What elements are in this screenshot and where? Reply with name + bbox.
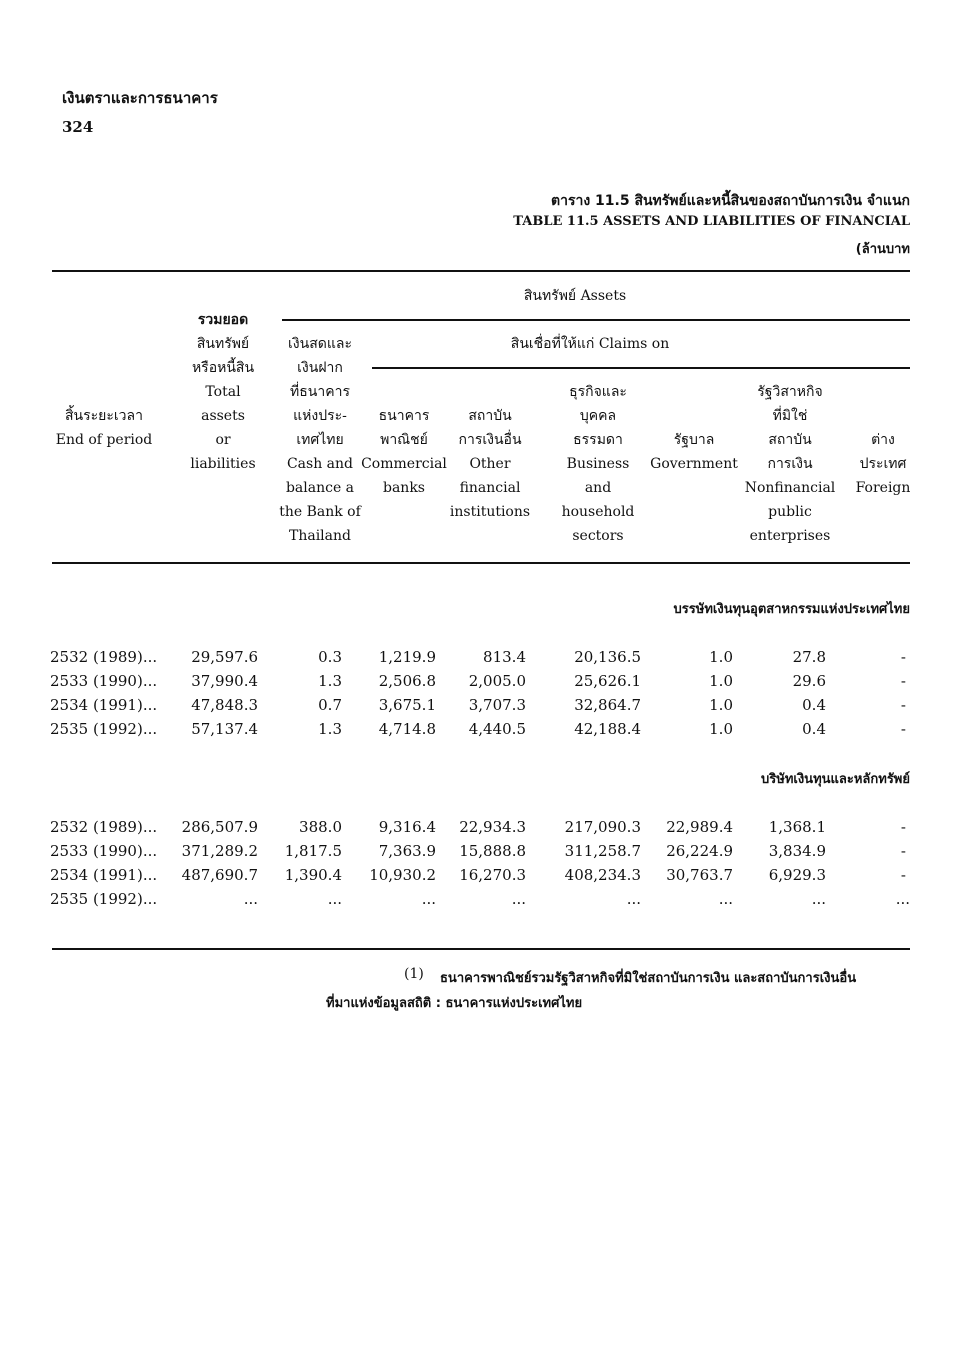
table-row bbox=[0, 720, 966, 744]
nonfin-heading-line: รัฐวิสาหกิจ bbox=[757, 384, 823, 400]
foreign-cell: - bbox=[900, 672, 906, 690]
table-row bbox=[0, 866, 966, 890]
cash-cell: 1.3 bbox=[318, 672, 342, 690]
government-column-heading bbox=[648, 428, 740, 476]
business-column-heading bbox=[548, 380, 648, 548]
table-row bbox=[0, 890, 966, 914]
business-cell: 408,234.3 bbox=[564, 866, 641, 884]
total-heading-line: รวมยอด bbox=[197, 312, 249, 328]
cash-heading-line: Thailand bbox=[289, 528, 351, 544]
business-heading-line: บุคคล bbox=[579, 408, 617, 424]
cash-heading-line: balance a bbox=[285, 480, 355, 496]
nonfin-heading-line: Nonfinancial bbox=[744, 480, 836, 496]
claims-rule bbox=[372, 367, 910, 369]
nonfin-heading-line: การเงิน bbox=[767, 456, 813, 472]
business-cell: 217,090.3 bbox=[564, 818, 641, 836]
cash-heading-line: the Bank of bbox=[279, 504, 361, 520]
section-title: เงินตราและการธนาคาร bbox=[62, 89, 218, 107]
foreign-cell: - bbox=[900, 842, 906, 860]
section-label-1: บรรษัทเงินทุนอุตสาหกรรมแห่งประเทศไทย bbox=[673, 602, 910, 617]
business-heading-line: ธรรมดา bbox=[573, 432, 623, 448]
header-bottom-rule bbox=[52, 562, 910, 564]
other-fin-cell: 4,440.5 bbox=[468, 720, 526, 738]
period-cell: 2533 (1990)... bbox=[50, 672, 158, 690]
business-heading-line: sectors bbox=[572, 528, 624, 544]
period-cell: 2532 (1989)... bbox=[50, 648, 158, 666]
cash-heading-line: เทศไทย bbox=[296, 432, 344, 448]
total-column-heading bbox=[168, 308, 278, 476]
nonfin-cell: 0.4 bbox=[802, 720, 826, 738]
commercial-cell: 1,219.9 bbox=[378, 648, 436, 666]
government-cell: 26,224.9 bbox=[666, 842, 733, 860]
foreign-heading-line: ต่าง bbox=[871, 432, 895, 448]
other-fin-cell: 3,707.3 bbox=[468, 696, 526, 714]
foreign-cell: - bbox=[900, 720, 906, 738]
business-heading-line: ธุรกิจและ bbox=[569, 384, 627, 400]
business-cell: 42,188.4 bbox=[574, 720, 641, 738]
total-cell: 371,289.2 bbox=[181, 842, 258, 860]
government-cell: 1.0 bbox=[709, 720, 733, 738]
business-cell: 20,136.5 bbox=[574, 648, 641, 666]
nonfin-cell: 1,368.1 bbox=[768, 818, 826, 836]
government-heading-line: รัฐบาล bbox=[673, 432, 715, 448]
cash-cell: 0.3 bbox=[318, 648, 342, 666]
table-row bbox=[0, 672, 966, 696]
total-cell: 37,990.4 bbox=[191, 672, 258, 690]
cash-cell: 1.3 bbox=[318, 720, 342, 738]
government-cell: ... bbox=[718, 890, 733, 908]
nonfin-cell: 29.6 bbox=[792, 672, 826, 690]
cash-heading-line: ที่ธนาคาร bbox=[290, 384, 350, 400]
period-column-heading bbox=[44, 404, 164, 452]
claims-group-heading: สินเชื่อที่ให้แก่ Claims on bbox=[510, 336, 670, 352]
period-cell: 2533 (1990)... bbox=[50, 842, 158, 860]
total-cell: 487,690.7 bbox=[181, 866, 258, 884]
commercial-column-heading bbox=[360, 404, 448, 500]
other-fin-heading-line: financial bbox=[459, 480, 521, 496]
business-heading-line: household bbox=[561, 504, 635, 520]
business-cell: 25,626.1 bbox=[574, 672, 641, 690]
total-heading-line: สินทรัพย์ bbox=[196, 336, 250, 352]
cash-cell: 388.0 bbox=[299, 818, 342, 836]
total-heading-line: หรือหนี้สิน bbox=[191, 360, 255, 376]
other-fin-heading-line: Other bbox=[469, 456, 511, 472]
total-heading-line: assets bbox=[201, 408, 245, 424]
period-cell: 2534 (1991)... bbox=[50, 696, 158, 714]
business-cell: 311,258.7 bbox=[564, 842, 641, 860]
total-heading-line: liabilities bbox=[190, 456, 256, 472]
commercial-cell: 9,316.4 bbox=[378, 818, 436, 836]
foreign-column-heading bbox=[848, 428, 918, 500]
government-cell: 1.0 bbox=[709, 696, 733, 714]
total-cell: 47,848.3 bbox=[191, 696, 258, 714]
other-fin-cell: 813.4 bbox=[483, 648, 526, 666]
period-cell: 2535 (1992)... bbox=[50, 720, 158, 738]
table-row bbox=[0, 818, 966, 842]
business-cell: 32,864.7 bbox=[574, 696, 641, 714]
foreign-cell: - bbox=[900, 696, 906, 714]
foreign-cell: - bbox=[900, 648, 906, 666]
cash-cell: 0.7 bbox=[318, 696, 342, 714]
government-cell: 22,989.4 bbox=[666, 818, 733, 836]
other-fin-cell: 16,270.3 bbox=[459, 866, 526, 884]
commercial-heading-line: Commercial bbox=[361, 456, 447, 472]
government-cell: 1.0 bbox=[709, 648, 733, 666]
period-cell: 2534 (1991)... bbox=[50, 866, 158, 884]
period-heading-english: End of period bbox=[55, 432, 153, 448]
cash-cell: ... bbox=[327, 890, 342, 908]
period-cell: 2535 (1992)... bbox=[50, 890, 158, 908]
nonfin-column-heading bbox=[736, 380, 844, 548]
foreign-heading-line: Foreign bbox=[855, 480, 911, 496]
government-cell: 30,763.7 bbox=[666, 866, 733, 884]
foreign-cell: - bbox=[900, 818, 906, 836]
period-cell: 2532 (1989)... bbox=[50, 818, 158, 836]
unit-label: (ล้านบาท bbox=[855, 242, 910, 257]
source-note: ที่มาแห่งข้อมูลสถิติ : ธนาคารแห่งประเทศไทย bbox=[326, 996, 583, 1011]
commercial-cell: ... bbox=[421, 890, 436, 908]
other-fin-column-heading bbox=[440, 404, 540, 524]
business-heading-line: Business bbox=[566, 456, 630, 472]
cash-heading-line: เงินสดและ bbox=[288, 336, 352, 352]
section-label-2: บริษัทเงินทุนและหลักทรัพย์ bbox=[761, 772, 910, 787]
nonfin-heading-line: public bbox=[768, 504, 812, 520]
cash-heading-line: แห่งประ- bbox=[293, 408, 347, 424]
cash-heading-line: Cash and bbox=[286, 456, 354, 472]
period-heading-thai: สิ้นระยะเวลา bbox=[65, 408, 143, 424]
government-cell: 1.0 bbox=[709, 672, 733, 690]
nonfin-heading-line: ที่มิใช่ bbox=[772, 408, 808, 424]
table-title-english: TABLE 11.5 ASSETS AND LIABILITIES OF FINANCIAL bbox=[513, 214, 910, 229]
other-fin-cell: 2,005.0 bbox=[468, 672, 526, 690]
commercial-cell: 10,930.2 bbox=[369, 866, 436, 884]
foreign-cell: - bbox=[900, 866, 906, 884]
nonfin-cell: 6,929.3 bbox=[768, 866, 826, 884]
other-fin-heading-line: สถาบัน bbox=[468, 408, 512, 424]
commercial-cell: 7,363.9 bbox=[378, 842, 436, 860]
footnote-text: ธนาคารพาณิชย์รวมรัฐวิสาหกิจที่มิใช่สถาบันการเงิน และสถาบันการเงินอื่น bbox=[440, 971, 857, 986]
commercial-cell: 4,714.8 bbox=[378, 720, 436, 738]
other-fin-heading-line: การเงินอื่น bbox=[458, 432, 522, 448]
table-row bbox=[0, 648, 966, 672]
footnote-marker: (1) bbox=[404, 966, 424, 982]
total-heading-line: Total bbox=[205, 384, 241, 400]
total-cell: 29,597.6 bbox=[191, 648, 258, 666]
government-heading-line: Government bbox=[650, 456, 738, 472]
commercial-cell: 2,506.8 bbox=[378, 672, 436, 690]
cash-heading-line: เงินฝาก bbox=[297, 360, 343, 376]
commercial-heading-line: banks bbox=[383, 480, 425, 496]
table-row bbox=[0, 842, 966, 866]
commercial-heading-line: ธนาคาร bbox=[378, 408, 430, 424]
nonfin-cell: ... bbox=[811, 890, 826, 908]
other-fin-cell: 22,934.3 bbox=[459, 818, 526, 836]
cash-cell: 1,817.5 bbox=[284, 842, 342, 860]
commercial-heading-line: พาณิชย์ bbox=[380, 432, 428, 448]
assets-group-heading: สินทรัพย์ Assets bbox=[523, 288, 627, 304]
top-rule bbox=[52, 270, 910, 272]
table-row bbox=[0, 696, 966, 720]
cash-column-heading bbox=[268, 332, 372, 548]
cash-cell: 1,390.4 bbox=[284, 866, 342, 884]
total-cell: 57,137.4 bbox=[191, 720, 258, 738]
nonfin-cell: 0.4 bbox=[802, 696, 826, 714]
business-heading-line: and bbox=[584, 480, 612, 496]
other-fin-heading-line: institutions bbox=[449, 504, 531, 520]
total-heading-line: or bbox=[215, 432, 231, 448]
other-fin-cell: ... bbox=[511, 890, 526, 908]
foreign-cell: ... bbox=[895, 890, 910, 908]
business-cell: ... bbox=[626, 890, 641, 908]
foreign-heading-line: ประเทศ bbox=[859, 456, 907, 472]
nonfin-heading-line: สถาบัน bbox=[768, 432, 812, 448]
page-number: 324 bbox=[62, 118, 94, 136]
commercial-cell: 3,675.1 bbox=[378, 696, 436, 714]
nonfin-cell: 27.8 bbox=[792, 648, 826, 666]
table-title-thai: ตาราง 11.5 สินทรัพย์และหนี้สินของสถาบันการเงิน จำแนก bbox=[550, 193, 910, 209]
total-cell: 286,507.9 bbox=[181, 818, 258, 836]
nonfin-heading-line: enterprises bbox=[749, 528, 831, 544]
other-fin-cell: 15,888.8 bbox=[459, 842, 526, 860]
total-cell: ... bbox=[243, 890, 258, 908]
nonfin-cell: 3,834.9 bbox=[768, 842, 826, 860]
assets-rule bbox=[282, 319, 910, 321]
table-bottom-rule bbox=[52, 948, 910, 950]
